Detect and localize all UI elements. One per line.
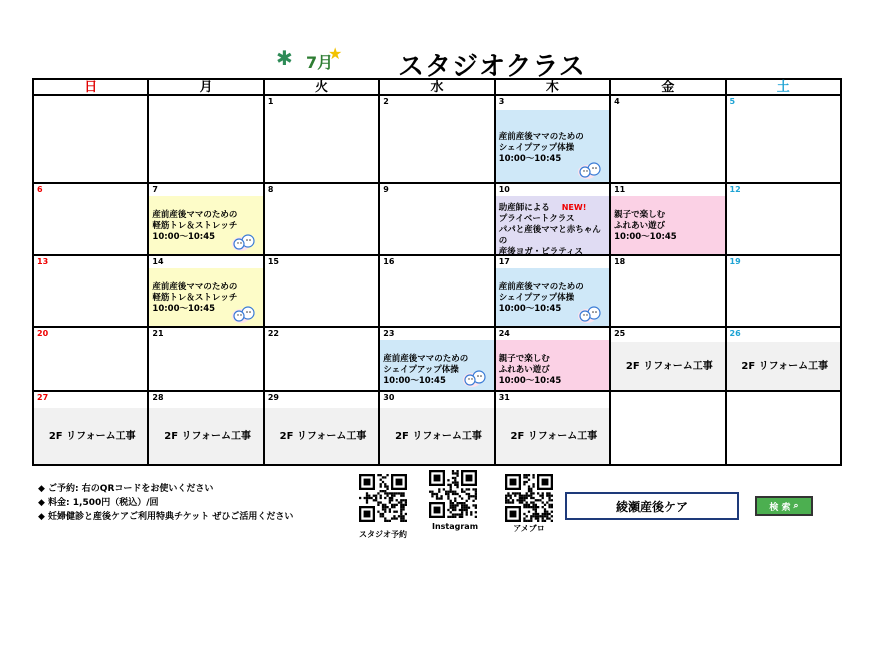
day-cell[interactable] [379, 327, 494, 391]
baby-icon [231, 232, 257, 252]
day-cell[interactable] [148, 183, 263, 255]
search-input[interactable]: 綾瀬産後ケア [565, 492, 739, 520]
firework-icon: ✱ [276, 46, 293, 70]
event-line: 2F リフォーム工事 [395, 430, 482, 442]
week-row [33, 255, 841, 327]
day-number: 20 [37, 329, 49, 338]
day-cell[interactable] [495, 327, 610, 391]
note-reservation: ◆ ご予約: 右のQRコードをお使いください [38, 484, 214, 494]
star-icon: ★ [328, 44, 343, 63]
baby-icon [231, 304, 257, 324]
event-text: 10:00～10:45 [498, 154, 562, 164]
day-number: 24 [498, 329, 510, 338]
day-cell[interactable] [33, 255, 148, 327]
day-number: 8 [267, 185, 274, 194]
event-text: 産前産後ママのための [152, 282, 238, 292]
day-cell[interactable] [495, 95, 610, 183]
class-event[interactable] [149, 408, 262, 464]
day-cell[interactable] [726, 327, 841, 391]
event-line [499, 282, 609, 293]
day-number: 31 [498, 393, 510, 402]
day-cell[interactable] [379, 183, 494, 255]
weekday-header: 土 [726, 79, 841, 95]
day-number: 29 [267, 393, 279, 402]
event-line [614, 221, 724, 232]
event-line: 2F リフォーム工事 [48, 430, 136, 442]
day-cell[interactable] [148, 95, 263, 183]
event-text: 10:00～10:45 [383, 376, 446, 386]
event-line: 2F リフォーム工事 [164, 430, 252, 442]
day-cell[interactable] [264, 327, 379, 391]
day-number: 15 [267, 257, 279, 266]
event-line [499, 225, 609, 247]
day-cell[interactable] [379, 391, 494, 465]
week-row [33, 95, 841, 183]
event-line [614, 210, 724, 221]
day-number: 13 [37, 257, 49, 266]
week-row [33, 183, 841, 255]
note-price: ◆ 料金: 1,500円（税込）/回 [38, 498, 159, 508]
day-cell[interactable] [726, 183, 841, 255]
search-button[interactable] [755, 496, 813, 516]
day-cell[interactable] [726, 391, 841, 465]
event-line [499, 143, 609, 154]
month-badge [276, 46, 346, 76]
day-number: 25 [614, 329, 626, 338]
class-event[interactable] [380, 408, 493, 464]
day-cell[interactable] [148, 255, 263, 327]
event-line: 2F リフォーム工事 [510, 430, 598, 442]
day-number: 7 [152, 185, 158, 194]
day-number: 2 [383, 97, 389, 106]
class-event[interactable] [727, 342, 840, 390]
baby-icon [577, 304, 603, 324]
day-number: 10 [498, 185, 510, 194]
day-number: 3 [498, 97, 505, 106]
day-cell[interactable] [264, 391, 379, 465]
week-row [33, 391, 841, 465]
day-cell[interactable] [264, 95, 379, 183]
day-number: 28 [152, 393, 164, 402]
page-title: スタジオクラス [398, 52, 586, 82]
event-line [499, 365, 609, 376]
class-event[interactable] [611, 196, 724, 254]
event-line [499, 132, 609, 143]
qr-code-ameblo[interactable] [505, 474, 553, 522]
day-cell[interactable] [610, 95, 725, 183]
day-cell[interactable] [726, 255, 841, 327]
search-button-label: 検 索 [769, 502, 791, 513]
day-cell[interactable] [379, 95, 494, 183]
day-cell[interactable] [610, 327, 725, 391]
class-event[interactable] [380, 340, 493, 390]
day-number: 18 [614, 257, 626, 266]
baby-icon [577, 160, 603, 180]
event-line [499, 376, 609, 387]
weekday-header: 木 [495, 79, 610, 95]
day-number: 9 [383, 185, 389, 194]
day-cell[interactable] [264, 255, 379, 327]
qr-code-instagram[interactable] [429, 470, 477, 518]
notes [38, 482, 293, 524]
new-badge: NEW! [561, 203, 587, 212]
day-number: 23 [383, 329, 395, 338]
class-event[interactable] [149, 268, 262, 326]
event-text: 軽筋トレ＆ストレッチ [152, 221, 238, 231]
event-text: 産前産後ママのための [498, 132, 584, 142]
day-cell[interactable] [610, 255, 725, 327]
event-text: 産前産後ママのための [498, 282, 584, 292]
event-text: 10:00～10:45 [152, 232, 216, 242]
day-cell[interactable] [610, 391, 725, 465]
day-number: 17 [498, 257, 510, 266]
event-line [499, 214, 609, 225]
event-text: ふれあい遊び [498, 365, 550, 375]
event-text: 産後ヨガ・ピラティス [498, 247, 584, 257]
day-number: 22 [267, 329, 279, 338]
day-cell[interactable] [495, 255, 610, 327]
event-line: 2F リフォーム工事 [625, 360, 713, 372]
event-text: 10:00～10:45 [498, 304, 562, 314]
day-number: 21 [152, 329, 164, 338]
day-number: 1 [267, 97, 274, 106]
day-number: 6 [37, 185, 43, 194]
qr-label-ameblo: アメブロ [513, 524, 545, 533]
day-number: 30 [383, 393, 395, 402]
event-line [152, 221, 262, 232]
qr-label-instagram: Instagram [431, 522, 479, 531]
weekday-header: 金 [610, 79, 725, 95]
event-text: シェイプアップ体操 [498, 293, 575, 303]
event-line [499, 354, 609, 365]
event-text: プライベートクラス [498, 214, 575, 224]
day-cell[interactable] [726, 95, 841, 183]
day-cell[interactable] [33, 391, 148, 465]
day-cell[interactable] [148, 391, 263, 465]
day-number: 27 [37, 393, 49, 402]
qr-code-studio[interactable] [359, 474, 407, 522]
class-event[interactable] [265, 408, 378, 464]
day-cell[interactable] [379, 255, 494, 327]
note-ticket: ◆ 妊婦健診と産後ケアご利用特典チケット ぜひご活用ください [38, 512, 294, 522]
event-text: 軽筋トレ＆ストレッチ [152, 293, 238, 303]
day-cell[interactable] [33, 95, 148, 183]
day-number: 11 [614, 185, 626, 194]
event-text: 10:00～10:45 [152, 304, 216, 314]
baby-icon [462, 368, 488, 388]
day-cell[interactable] [33, 327, 148, 391]
class-event[interactable] [496, 110, 609, 182]
day-cell[interactable] [495, 183, 610, 255]
day-number: 14 [152, 257, 164, 266]
day-number: 16 [383, 257, 395, 266]
event-text: シェイプアップ体操 [383, 365, 459, 375]
day-cell[interactable] [33, 183, 148, 255]
class-event[interactable] [496, 340, 609, 390]
day-number: 19 [729, 257, 741, 266]
event-line [152, 282, 262, 293]
event-text: パパと産後ママと赤ちゃんの [498, 225, 601, 246]
event-line [614, 232, 724, 243]
day-number: 26 [729, 329, 741, 338]
class-event[interactable] [496, 268, 609, 326]
day-number: 4 [614, 97, 620, 106]
day-cell[interactable] [495, 391, 610, 465]
event-text: ふれあい遊び [614, 221, 666, 231]
weekday-header-row [33, 79, 841, 95]
event-line: 2F リフォーム工事 [741, 360, 829, 372]
event-text: 10:00～10:45 [498, 376, 562, 386]
event-text: 親子で楽しむ [498, 354, 550, 364]
class-event[interactable] [34, 408, 147, 464]
header [0, 44, 874, 82]
event-text: 助産師による [498, 203, 550, 213]
event-line: 2F リフォーム工事 [279, 430, 367, 442]
event-text: 親子で楽しむ [614, 210, 666, 220]
event-line [152, 293, 262, 304]
event-text: シェイプアップ体操 [498, 143, 575, 153]
weekday-header: 月 [148, 79, 263, 95]
class-event[interactable] [496, 408, 609, 464]
search-icon: ⌕ [793, 501, 799, 511]
day-number: 12 [729, 185, 741, 194]
calendar-table [32, 78, 842, 466]
weekday-header: 水 [379, 79, 494, 95]
event-line [499, 202, 609, 214]
class-event[interactable] [611, 342, 724, 390]
event-line [152, 210, 262, 221]
event-text: 産前産後ママのための [152, 210, 238, 220]
weekday-header: 火 [264, 79, 379, 95]
event-text: 10:00～10:45 [614, 232, 677, 242]
month-label: 7月 [306, 53, 334, 72]
day-cell[interactable] [148, 327, 263, 391]
day-cell[interactable] [264, 183, 379, 255]
event-line [383, 354, 493, 365]
qr-label-studio: スタジオ予約 [359, 530, 407, 539]
event-line [499, 293, 609, 304]
class-event[interactable] [149, 196, 262, 254]
week-row [33, 327, 841, 391]
day-cell[interactable] [610, 183, 725, 255]
class-event[interactable] [496, 196, 609, 257]
day-number: 5 [729, 97, 736, 106]
weekday-header: 日 [33, 79, 148, 95]
event-text: 産前産後ママのための [383, 354, 469, 364]
